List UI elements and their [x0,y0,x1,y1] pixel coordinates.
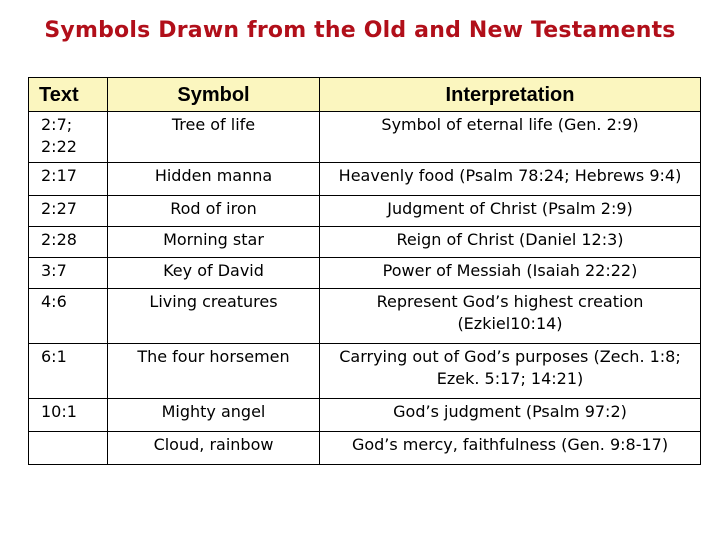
cell-text: 2:7; 2:22 [29,112,108,163]
cell-symbol: Living creatures [108,289,320,344]
cell-interpretation: Power of Messiah (Isaiah 22:22) [320,258,701,289]
table-row [29,196,701,227]
cell-symbol: Rod of iron [108,196,320,227]
header-symbol: Symbol [108,78,320,112]
cell-symbol: The four horsemen [108,344,320,399]
symbols-table [28,77,701,465]
cell-interpretation: God’s mercy, faithfulness (Gen. 9:8-17) [320,432,701,465]
cell-interpretation: Heavenly food (Psalm 78:24; Hebrews 9:4) [320,163,701,196]
cell-symbol: Cloud, rainbow [108,432,320,465]
cell-symbol: Morning star [108,227,320,258]
cell-text: 4:6 [29,289,108,344]
cell-symbol: Hidden manna [108,163,320,196]
cell-text [29,432,108,465]
page-title: Symbols Drawn from the Old and New Testaments [44,18,676,43]
cell-text: 6:1 [29,344,108,399]
cell-symbol: Mighty angel [108,399,320,432]
cell-symbol: Tree of life [108,112,320,163]
cell-text: 2:27 [29,196,108,227]
cell-interpretation: Represent God’s highest creation (Ezkiel10:14) [320,289,701,344]
table-row [29,289,701,344]
cell-text: 10:1 [29,399,108,432]
header-interpretation: Interpretation [320,78,701,112]
table-row [29,399,701,432]
table-row [29,258,701,289]
table-header-row [29,78,701,112]
table-row [29,112,701,163]
cell-text: 2:28 [29,227,108,258]
cell-interpretation: Carrying out of God’s purposes (Zech. 1:8; Ezek. 5:17; 14:21) [320,344,701,399]
table-row [29,432,701,465]
cell-text: 2:17 [29,163,108,196]
cell-interpretation: God’s judgment (Psalm 97:2) [320,399,701,432]
header-text: Text [29,78,108,112]
cell-interpretation: Symbol of eternal life (Gen. 2:9) [320,112,701,163]
cell-text: 3:7 [29,258,108,289]
table-row [29,344,701,399]
cell-interpretation: Reign of Christ (Daniel 12:3) [320,227,701,258]
cell-symbol: Key of David [108,258,320,289]
cell-interpretation: Judgment of Christ (Psalm 2:9) [320,196,701,227]
table-row [29,227,701,258]
table-row [29,163,701,196]
